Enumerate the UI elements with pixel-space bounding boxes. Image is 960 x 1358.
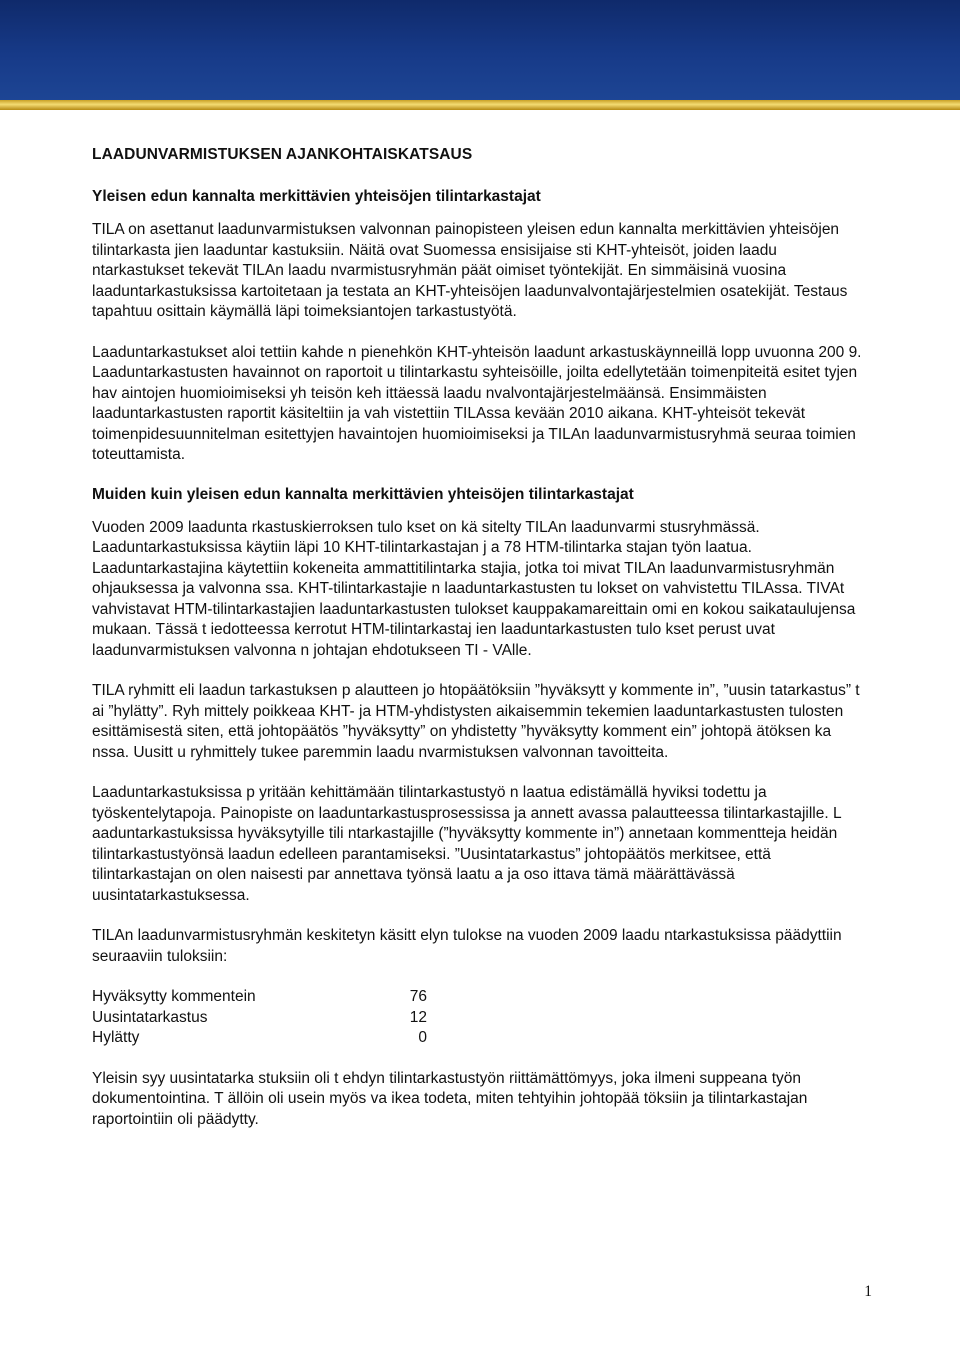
result-label: Hyväksytty kommentein: [92, 988, 256, 1005]
header-band: [0, 0, 960, 100]
paragraph: Vuoden 2009 laadunta rkastuskierroksen tulo kset on kä sitelty TILAn laadunvarmi stusryhmässä. Laaduntarkastuksissa käytiin läpi 10 KHT-tilintarkastajan j a 78 HTM-tilintarka stajan työn laatua. Laaduntarkastajina käytettiin kokeneita ammattitilintarka stajia, jotka toi mivat TILAn laadunvarmistusryhmän ohjauksessa ja valvonna ssa. KHT-tilintarkastajie n laaduntarkastusten tu lokset on vahvistettu TILAssa. TIVAt vahvistavat HTM-tilintarkastajien laaduntarkastusten tulokset kauppakamareittain omi en kokou saikataulujensa mukaan. Tässä t iedotteessa kerrotut HTM-tilintarkastaj ien laaduntarkastusten tulo kset perust uvat laadunvarmistuksen valvonna n johtajan ehdotukseen TI - VAlle.: [92, 518, 856, 659]
result-label: Hylätty: [92, 1029, 140, 1046]
result-value: 76: [409, 988, 427, 1005]
page-number: 1: [864, 1283, 872, 1300]
paragraph: Laaduntarkastukset aloi tettiin kahde n pienehkön KHT-yhteisön laadunt arkastuskäynneillä lopp uvuonna 200 9. Laaduntarkastusten havainnot on raportoit u tilintarkastu syhteisöille, joilta edellytetään toimenpiteitä esitet tyjen hav aintojen huomioimiseksi yh teisön keh ittäessä laadu nvalvontajärjestelmäänsä. Ensimmäisten laaduntarkastusten raportit käsiteltiin ja vah vistettiin TILAssa kevään 2010 aikana. KHT-yhteisöt tekevät toimenpidesuunnitelman esitettyjen havaintojen huomioimiseksi ja TILAn laadunvarmistusryhmä seuraa toimien toteuttamista.: [92, 343, 862, 463]
paragraph: TILA on asettanut laadunvarmistuksen valvonnan painopisteen yleisen edun kannalta merkittävien yhteisöjen tilintarkasta jien laaduntar kastuksiin. Näitä ovat Suomessa ensisijaise sti KHT-yhteisöt, joiden laadu ntarkastukset tekevät TILAn laadu nvarmistusryhmän päät oimiset työntekijät. En simmäisinä vuosina laaduntarkastuksissa kartoitetaan ja testata an KHT-yhteisöjen laadunvalvontajärjestelmien osatekijät. Testaus tapahtuu osittain käymällä läpi toimeksiantojen tarkastustyötä.: [92, 221, 848, 320]
paragraph: TILA ryhmitt eli laadun tarkastuksen p alautteen jo htopäätöksiin ”hyväksytt y kommente in”, ”uusin tatarkastus” t ai ”hylätty”. Ryh mittely poikkeaa KHT- ja HTM-yhdistysten aikaisemmin tekemien laaduntarkastusten tulosten esittämisestä siten, että johtopäätös ”hyväksytty” on yhdistetty ”hyväksytty komment ein” johtopä ätöksen ka nssa. Uusitt u ryhmittely tukee paremmin laadu nvarmistuksen valvonnan tavoitteita.: [92, 682, 860, 761]
document-body: [92, 146, 869, 1150]
paragraph-closing: Yleisin syy uusintatarka stuksiin oli t ehdyn tilintarkastustyön riittämättömyys, joka ilmeni suppeana työn dokumentointina. T ällöin oli usein myös va ikea todeta, miten tehtyihin johtopää töksiin ja tilintarkastajan raportointiin oli päädytty.: [92, 1069, 808, 1128]
result-value: 0: [418, 1029, 427, 1046]
results-row: [92, 987, 427, 1008]
paragraph: Laaduntarkastuksissa p yritään kehittämään tilintarkastustyö n laatua edistämällä hyviksi todettu ja työskentelytapoja. Painopiste on laaduntarkastusprosessissa ja annett avassa palautteessa tilintarkastajille. L aaduntarkastuksissa hyväksytyille tili ntarkastajille (”hyväksytty kommente in”) annetaan kommentteja heidän tilintarkastustyönsä laadun edelleen parantamiseksi. ”Uusintatarkastus” johtopäätös merkitsee, että tilintarkastajan on olen naisesti par annettava työnsä laatu a ja oso ittava tämä määrättävässä uusintatarkastuksessa.: [92, 784, 842, 904]
result-label: Uusintatarkastus: [92, 1008, 208, 1026]
section-heading-other-entities: Muiden kuin yleisen edun kannalta merkittävien yhteisöjen tilintarkastajat: [92, 485, 634, 503]
document-title: LAADUNVARMISTUKSEN AJANKOHTAISKATSAUS: [92, 146, 473, 163]
results-row: [92, 1028, 427, 1049]
paragraph: TILAn laadunvarmistusryhmän keskitetyn käsitt elyn tulokse na vuoden 2009 laadu ntarkastuksissa päädyttiin seuraaviin tuloksiin:: [92, 927, 842, 965]
result-value: 12: [409, 1008, 427, 1026]
results-row: [92, 1008, 427, 1029]
section-heading-public-interest: Yleisen edun kannalta merkittävien yhteisöjen tilintarkastajat: [92, 188, 541, 205]
results-table: [92, 987, 427, 1049]
header-gold-stripe: [0, 100, 960, 110]
